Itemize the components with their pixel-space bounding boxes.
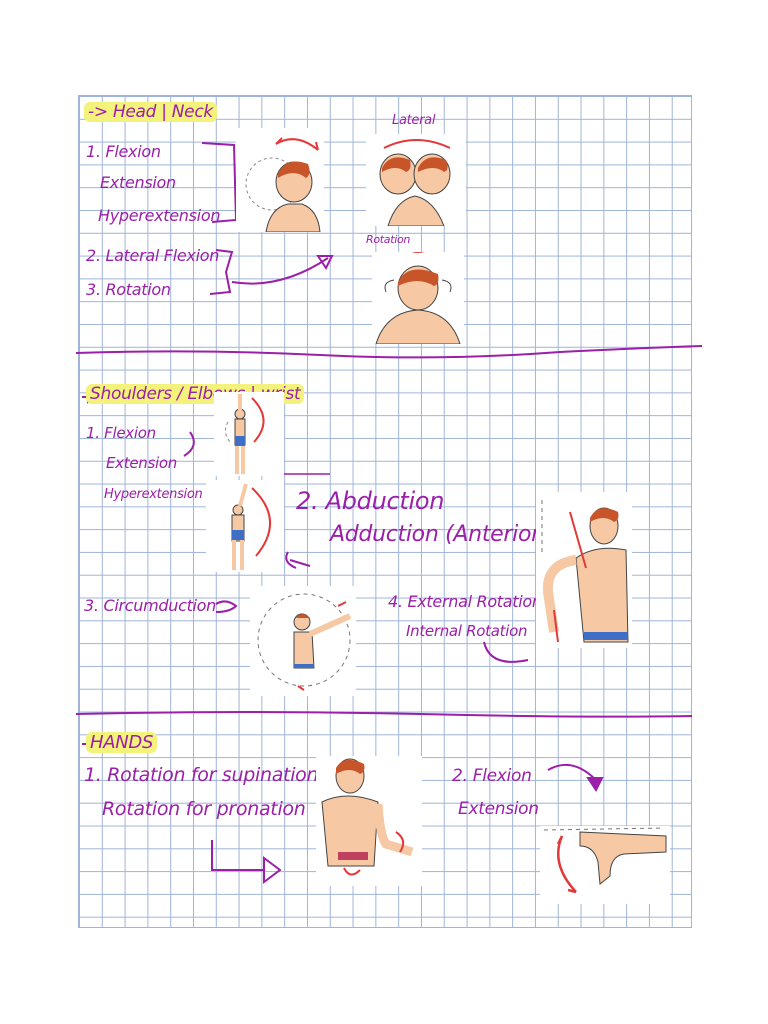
neck-flexion-figure [236,128,324,232]
list-item: Internal Rotation [406,622,528,640]
list-item: 2. Flexion [452,766,532,786]
list-item: Hyperextension [98,206,221,225]
list-item: 1. Flexion [86,142,161,161]
arm-flexion-figure [214,392,284,476]
list-item: 4. External Rotation [388,592,542,611]
figure-label: Rotation [366,233,411,246]
forearm-rotation-figure [316,756,422,886]
list-item: Extension [458,799,539,819]
list-item: Adduction (Anterior) [330,522,549,547]
shoulder-rotation-figure [536,492,632,648]
list-item: Hyperextension [104,487,203,502]
section-heading: Shoulders / Elbows | wrist [86,384,304,404]
list-item: 1. Rotation for supination [84,764,319,786]
wrist-flexion-figure [540,826,670,904]
bracket [184,432,194,456]
list-item: 3. Circumduction [84,596,217,615]
arrow [216,601,236,612]
list-item: 2. Lateral Flexion [86,246,220,265]
list-item: Extension [106,454,177,472]
list-item: 2. Abduction [296,487,445,515]
circumduction-figure [250,586,356,696]
arrow-head-icon [264,858,280,882]
section-divider-1 [76,346,702,357]
arrow [232,258,328,284]
section-heading: -> Head | Neck [84,102,217,122]
arrow [212,840,264,870]
list-item: 3. Rotation [86,280,171,299]
arrow [484,642,528,662]
arrow [286,552,310,568]
lateral-flexion-figure [366,134,466,226]
figure-label: Lateral [392,113,436,128]
section-divider-2 [76,712,692,717]
section-heading: HANDS [86,732,157,753]
neck-rotation-figure [372,252,464,344]
arrow-head-icon [588,778,602,790]
list-item: Extension [100,173,176,192]
list-item: 1. Flexion [86,424,156,442]
list-item: Rotation for pronation [102,798,306,820]
arm-abduction-figure [206,480,284,572]
